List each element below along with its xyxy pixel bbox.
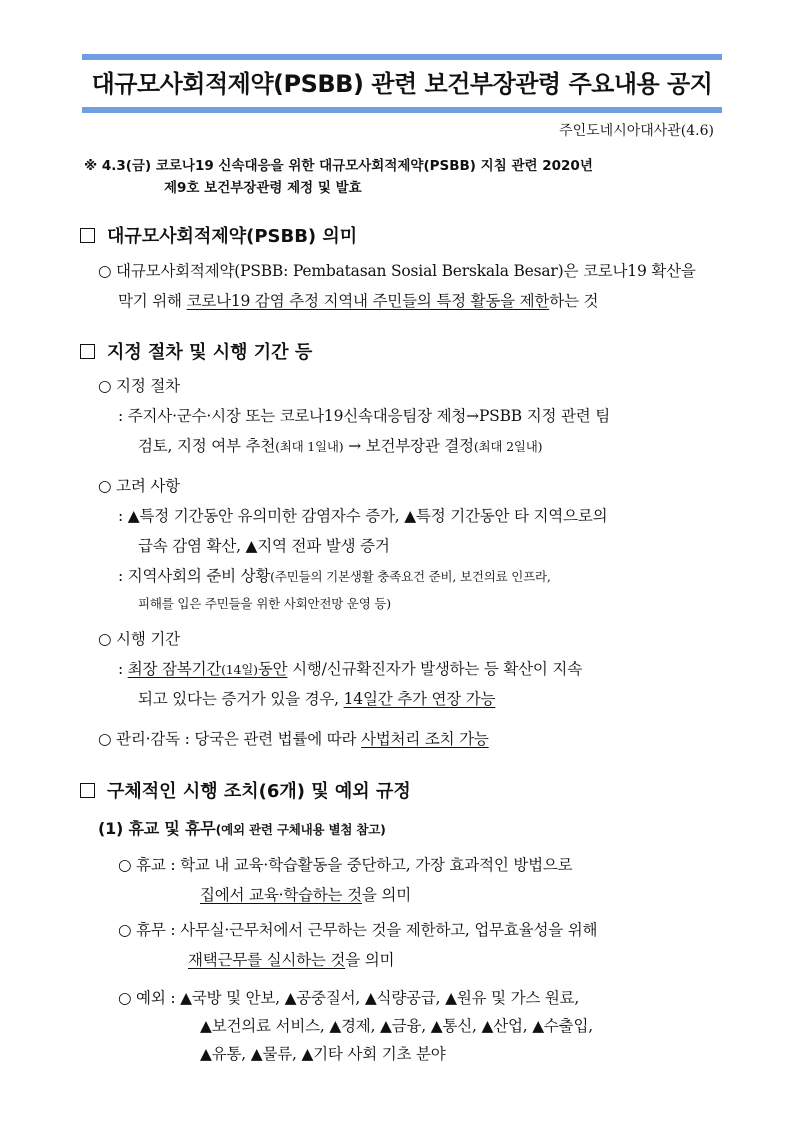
school-closure-line-1: ○ 휴교 : 학교 내 교육·학습활동을 중단하고, 가장 효과적인 방법으로 [118,856,573,874]
meaning-line-2: 막기 위해 코로나19 감염 추정 지역내 주민들의 특정 활동을 제한하는 것 [118,292,599,310]
school-closure-line-2: 집에서 교육·학습하는 것을 의미 [200,886,411,904]
subheading-closure: (1) 휴교 및 휴무(예외 관련 구체내용 별첨 참고) [98,819,386,838]
notice-line-1: ※ 4.3(금) 코로나19 신속대응을 위한 대규모사회적제약(PSBB) 지침 관련 2020년 [84,158,593,174]
procedure-line-2: 검토, 지정 여부 추천(최대 1일내) → 보건부장관 결정(최대 2일내) [138,437,543,455]
period-line-1: : 최장 잠복기간(14일)동안 시행/신규확진자가 발생하는 등 확산이 지속 [118,660,582,678]
checkbox-square-icon [80,783,95,798]
procedure-title: ○ 지정 절차 [98,377,180,395]
considerations-line-4: 피해를 입은 주민들을 위한 사회안전망 운영 등) [138,596,391,611]
title-top-bar [82,54,722,60]
title-bottom-bar [82,107,722,113]
meaning-line-1: ○ 대규모사회적제약(PSBB: Pembatasan Sosial Berskala Besar)은 코로나19 확산을 [98,262,696,280]
considerations-line-3: : 지역사회의 준비 상황(주민들의 기본생활 충족요건 준비, 보건의료 인프라, [118,567,551,585]
exceptions-line-2: ▲보건의료 서비스, ▲경제, ▲금융, ▲통신, ▲산업, ▲수출입, [200,1017,593,1035]
notice-block [84,155,724,199]
period-line-2: 되고 있다는 증거가 있을 경우, 14일간 추가 연장 가능 [138,690,496,708]
section-heading-measures: 구체적인 시행 조치(6개) 및 예외 규정 [80,777,411,803]
notice-line-2: 제9호 보건부장관령 제정 및 발효 [164,180,362,196]
section-heading-procedure: 지정 절차 및 시행 기간 등 [80,338,312,364]
considerations-line-1: : ▲특정 기간동안 유의미한 감염자수 증가, ▲특정 기간동안 타 지역으로의 [118,507,608,525]
checkbox-square-icon [80,228,95,243]
work-closure-line-1: ○ 휴무 : 사무실·근무처에서 근무하는 것을 제한하고, 업무효율성을 위해 [118,921,598,939]
exceptions-line-1: ○ 예외 : ▲국방 및 안보, ▲공중질서, ▲식량공급, ▲원유 및 가스 원료, [118,989,580,1007]
period-title: ○ 시행 기간 [98,630,180,648]
section-heading-meaning: 대규모사회적제약(PSBB) 의미 [80,222,357,248]
exceptions-line-3: ▲유통, ▲물류, ▲기타 사회 기초 분야 [200,1045,446,1063]
issuer-date: 주인도네시아대사관(4.6) [559,123,714,139]
page-title: 대규모사회적제약(PSBB) 관련 보건부장관령 주요내용 공지 [91,70,713,98]
supervision-line: ○ 관리·감독 : 당국은 관련 법률에 따라 사법처리 조치 가능 [98,730,489,748]
procedure-line-1: : 주지사·군수·시장 또는 코로나19신속대응팀장 제청→PSBB 지정 관련 팀 [118,407,611,425]
work-closure-line-2: 재택근무를 실시하는 것을 의미 [188,951,395,969]
checkbox-square-icon [80,344,95,359]
considerations-title: ○ 고려 사항 [98,477,180,495]
considerations-line-2: 급속 감염 확산, ▲지역 전파 발생 증거 [138,537,390,555]
